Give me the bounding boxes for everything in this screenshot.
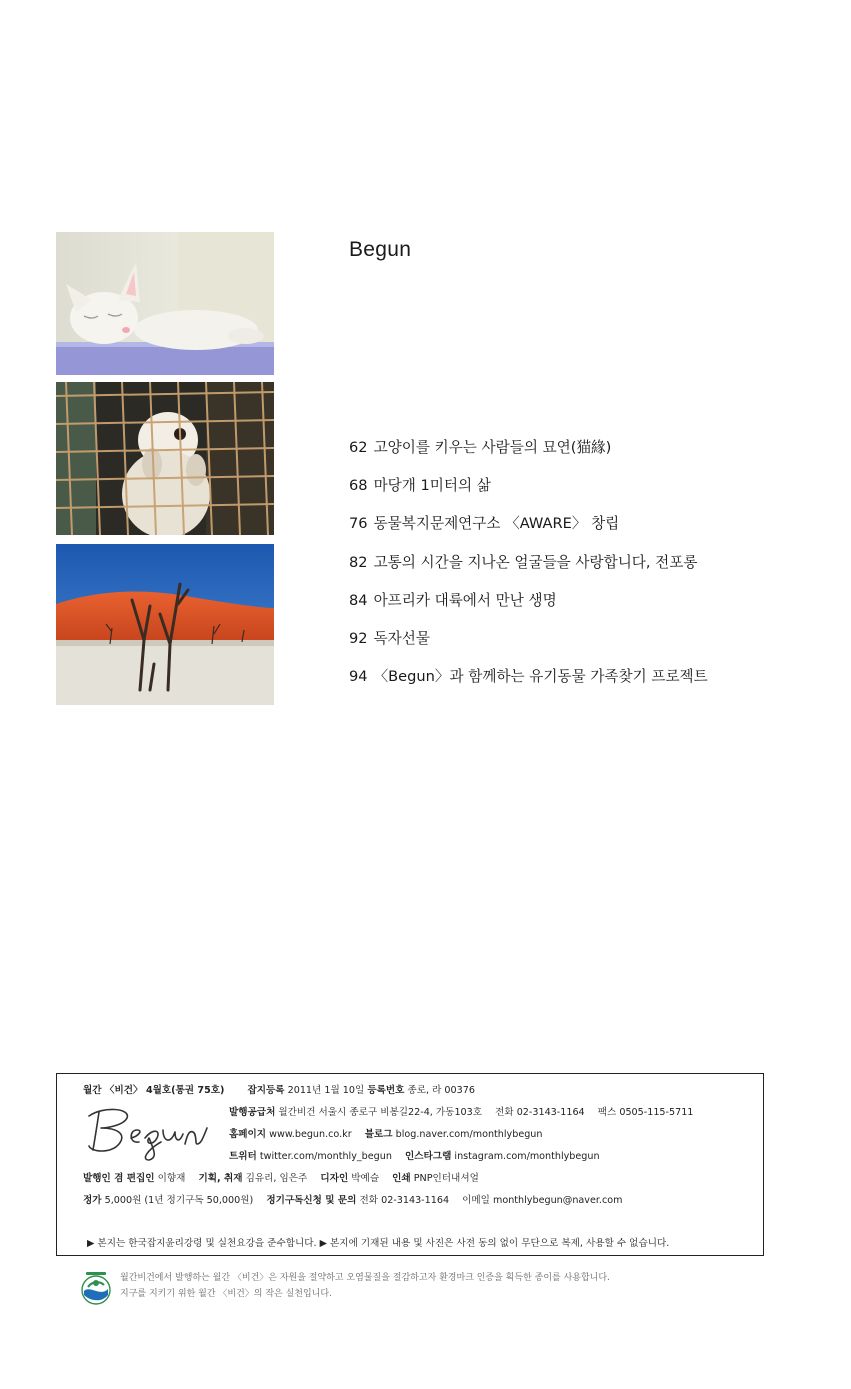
colophon-box [56,1073,764,1256]
photo-white-cat [56,232,274,375]
blog-link[interactable]: blog.naver.com/monthlybegun [395,1129,543,1140]
twitter-link[interactable]: twitter.com/monthly_begun [259,1151,392,1162]
toc-title: 〈Begun〉과 함께하는 유기동물 가족찾기 프로젝트 [373,668,708,686]
colophon-staff-row [83,1170,479,1184]
eco-certification-mark-icon [80,1271,112,1305]
registration-number: 종로, 라 00376 [407,1085,475,1096]
editor-name: 이향재 [157,1173,186,1184]
eco-paper-note [80,1270,700,1310]
planning-names: 김유리, 임은주 [245,1173,308,1184]
colophon-publisher-row [229,1104,693,1118]
toc-title: 동물복지문제연구소 〈AWARE〉 창립 [373,515,620,533]
magazine-brand-title: Begun [349,238,412,261]
toc-title: 고통의 시간을 지나온 얼굴들을 사랑합니다, 전포롱 [373,553,698,571]
toc-item[interactable] [349,437,708,475]
toc-page-number: 76 [349,515,368,533]
twitter-label: 트위터 [229,1151,257,1162]
blog-label: 블로그 [364,1129,393,1140]
photo-dog-in-cage [56,382,274,535]
editor-label: 발행인 겸 편집인 [83,1173,155,1184]
toc-page-number: 62 [349,439,368,456]
instagram-link[interactable]: instagram.com/monthlybegun [454,1151,600,1162]
email-address[interactable]: monthlybegun@naver.com [493,1195,623,1206]
toc-page-number: 68 [349,477,368,495]
toc-item[interactable] [349,666,708,704]
eco-note-line-2: 지구를 지키기 위한 월간 〈비건〉의 작은 실천입니다. [120,1289,332,1299]
toc-page-number: 94 [349,668,368,686]
fax-label: 팩스 [597,1107,617,1118]
issue-label: 월간 〈비건〉 4월호(통권 75호) [83,1085,225,1096]
begun-logo [83,1098,211,1162]
toc-title: 독자선물 [373,629,430,647]
instagram-label: 인스타그램 [405,1151,452,1162]
toc-title: 아프리카 대륙에서 만난 생명 [373,591,557,609]
colophon-price-row [83,1192,622,1206]
colophon-social-row [229,1148,600,1162]
subscription-tel: 02-3143-1164 [381,1195,450,1206]
registration-number-label: 등록번호 [367,1085,405,1096]
designer-label: 디자인 [320,1173,349,1184]
toc-page-number: 92 [349,629,368,647]
toc-item[interactable] [349,628,708,666]
toc-page-number: 84 [349,591,368,609]
homepage-link[interactable]: www.begun.co.kr [269,1129,352,1140]
planning-label: 기획, 취재 [198,1173,243,1184]
eco-note-line-1: 월간비건에서 발행하는 월간 〈비건〉은 자원을 절약하고 오염물질을 절감하고자 환경마크 인증을 획득한 종이를 사용합니다. [120,1273,610,1283]
designer-name: 박예슬 [351,1173,380,1184]
price-value: 5,000원 (1년 정기구독 50,000원) [104,1195,254,1206]
price-label: 정가 [83,1195,102,1206]
photo-desert-dead-trees [56,544,274,705]
toc-item[interactable] [349,475,708,513]
colophon-issue-row [83,1082,475,1096]
toc-page-number: 82 [349,553,368,571]
tel-label: 전화 [495,1107,514,1118]
print-company: PNP인터내셔얼 [413,1173,479,1184]
table-of-contents [349,437,708,704]
tel-number: 02-3143-1164 [516,1107,585,1118]
toc-item[interactable] [349,513,708,551]
subscription-label: 정기구독신청 및 문의 [266,1195,357,1206]
print-label: 인쇄 [392,1173,411,1184]
publisher-label: 발행공급처 [229,1107,276,1118]
toc-item[interactable] [349,590,708,628]
fax-number: 0505-115-5711 [619,1107,694,1118]
toc-title: 마당개 1미터의 삶 [373,477,491,495]
toc-title: 고양이를 키우는 사람들의 묘연(猫緣) [373,439,612,456]
email-label: 이메일 [462,1195,490,1206]
subscription-tel-label: 전화 [359,1195,379,1206]
registration-label: 잡지등록 [247,1085,285,1096]
publisher-address: 월간비건 서울시 종로구 비봉길22-4, 가동103호 [278,1107,483,1118]
registration-date: 2011년 1월 10일 [287,1085,365,1096]
toc-item[interactable] [349,552,708,590]
homepage-label: 홈페이지 [229,1129,267,1140]
colophon-web-row [229,1126,542,1140]
copyright-notice: ▶ 본지는 한국잡지윤리강령 및 실천요강을 준수합니다. ▶ 본지에 기재된 내용 및 사진은 사전 동의 없이 무단으로 복제, 사용할 수 없습니다. [87,1238,670,1249]
